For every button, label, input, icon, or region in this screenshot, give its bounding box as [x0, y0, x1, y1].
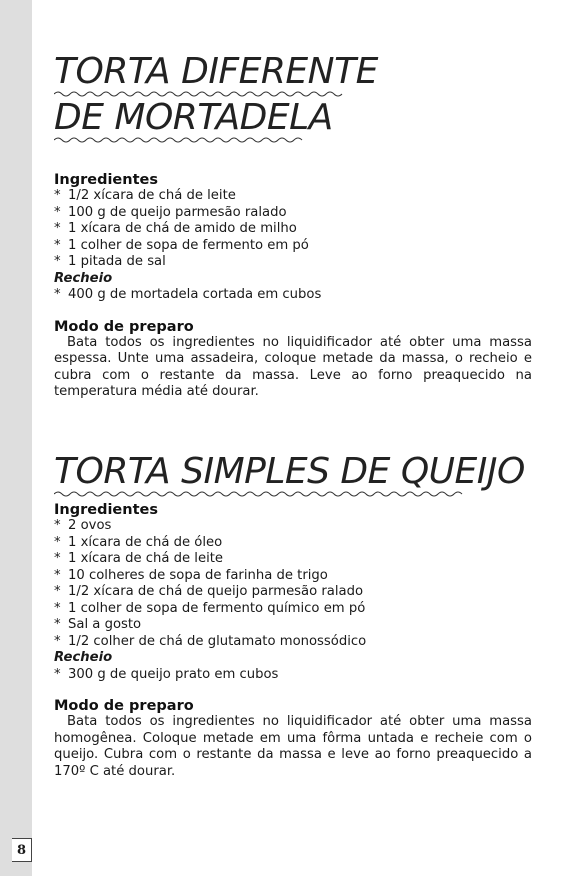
list-item: * 1/2 colher de chá de glutamato monossódico [54, 633, 367, 649]
list-item: * 1/2 xícara de chá de queijo parmesão ralado [54, 584, 364, 599]
list-item: * 2 ovos [54, 518, 112, 533]
recipe-title-line-1: TORTA SIMPLES DE QUEIJO [54, 451, 525, 492]
list-item: * Sal a gosto [54, 617, 142, 632]
method-heading: Modo de preparo [54, 698, 194, 714]
page-number: 8 [12, 838, 32, 862]
method-heading: Modo de preparo [54, 318, 194, 335]
list-item: * 10 colheres de sopa de farinha de trigo [54, 567, 328, 583]
list-item: * 1 xícara de chá de leite [54, 551, 224, 566]
method-text: Bata todos os ingredientes no liquidificador até obter uma massa homogênea. Coloque metade em uma fôrma untada e recheie com o queijo. Cubra com o restante da massa e leve ao forno preaquecido a 170º C até dourar. [54, 714, 532, 779]
list-item: * 1 xícara de chá de amido de milho [54, 221, 297, 236]
page-side-band [0, 0, 32, 876]
list-item: * 1 pitada de sal [54, 254, 166, 269]
filling-label: Recheio [54, 270, 113, 286]
recipe-torta-queijo [54, 452, 532, 780]
recipe-torta-mortadela [54, 52, 532, 401]
method-text: Bata todos os ingredientes no liquidificador até obter uma massa espessa. Unte uma assadeira, coloque metade da massa, o recheio e cubra com o restante da massa. Leve ao forno preaquecido na temperatura média até dourar. [54, 334, 532, 399]
list-item: * 1 colher de sopa de fermento químico em pó [54, 600, 366, 616]
recipe-title [54, 52, 532, 144]
list-item: * 300 g de queijo prato em cubos [54, 666, 279, 682]
filling-list [54, 667, 532, 684]
list-item: * 1 xícara de chá de óleo [54, 534, 223, 550]
list-item: * 1/2 xícara de chá de leite [54, 188, 236, 203]
recipe-title-line-1: TORTA DIFERENTE [54, 51, 378, 92]
recipe-title-line-2: DE MORTADELA [54, 97, 333, 138]
ingredients-heading: Ingredientes [54, 502, 158, 518]
ingredients-list [54, 188, 532, 271]
list-item: * 1 colher de sopa de fermento em pó [54, 237, 309, 253]
ingredients-list [54, 518, 532, 650]
filling-list [54, 287, 532, 304]
list-item: * 100 g de queijo parmesão ralado [54, 204, 287, 220]
list-item: * 400 g de mortadela cortada em cubos [54, 287, 322, 302]
ingredients-heading: Ingredientes [54, 172, 158, 188]
filling-label: Recheio [54, 650, 113, 665]
recipe-title [54, 452, 532, 498]
